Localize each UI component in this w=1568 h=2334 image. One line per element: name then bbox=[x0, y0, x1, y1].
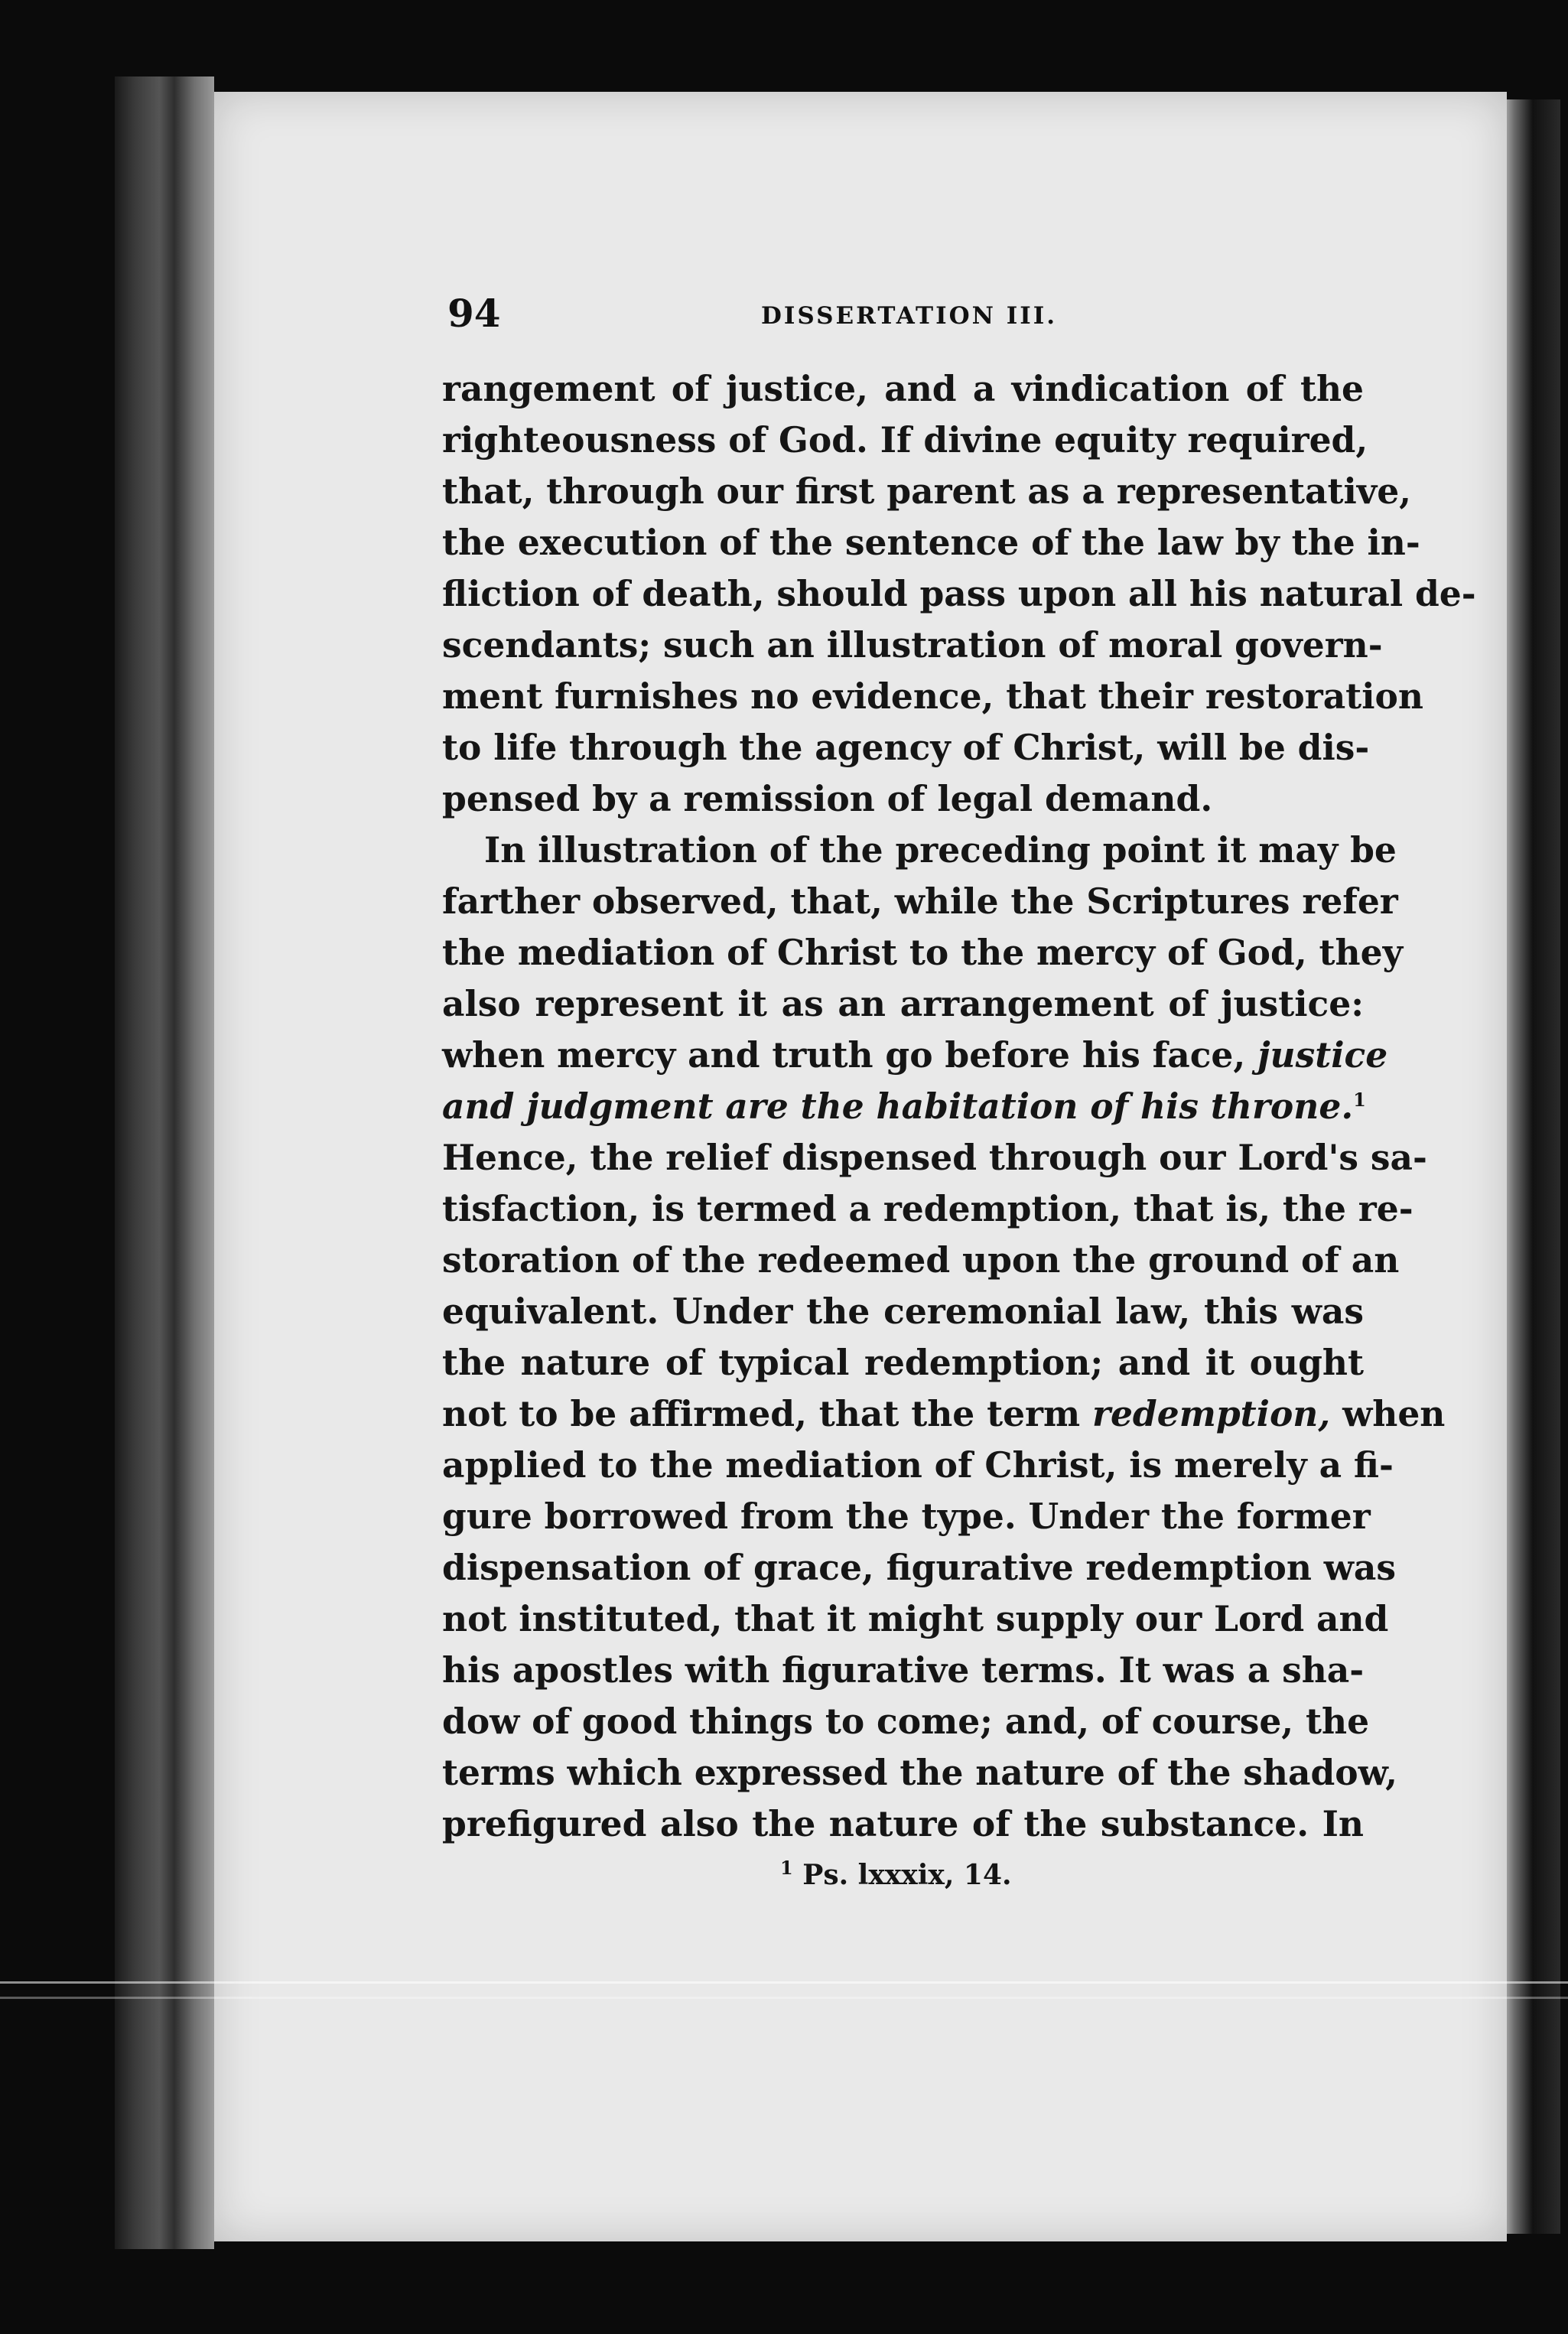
text-line bbox=[442, 825, 1397, 876]
text-line bbox=[442, 1491, 1371, 1542]
text-line bbox=[442, 415, 1368, 466]
line-text: not instituted, that it might supply our Lord and bbox=[442, 1598, 1389, 1639]
line-text: that, through our first parent as a representative, bbox=[442, 470, 1412, 512]
text-line bbox=[442, 568, 1476, 620]
text-line bbox=[442, 1081, 1364, 1132]
page-number: 94 bbox=[447, 291, 501, 336]
line-text: farther observed, that, while the Scriptures refer bbox=[442, 881, 1398, 922]
text-line bbox=[442, 1183, 1413, 1235]
italic-text: and judgment are the habitation of his throne. bbox=[442, 1086, 1354, 1127]
line-text: gure borrowed from the type. Under the former bbox=[442, 1496, 1371, 1537]
book-spine-edge bbox=[115, 76, 214, 2249]
line-text: applied to the mediation of Christ, is merely a fi- bbox=[442, 1444, 1394, 1486]
text-line bbox=[442, 1593, 1389, 1645]
text-line bbox=[442, 671, 1423, 722]
text-line bbox=[442, 978, 1364, 1030]
line-text: scendants; such an illustration of moral govern- bbox=[442, 624, 1383, 666]
line-text: the nature of typical redemption; and it ought bbox=[442, 1342, 1364, 1383]
line-text: rangement of justice, and a vindication of the bbox=[442, 368, 1364, 409]
line-text: when mercy and truth go before his face, bbox=[442, 1034, 1258, 1076]
italic-text: redemption, bbox=[1092, 1393, 1331, 1434]
text-line bbox=[442, 517, 1420, 568]
scan-artifact-line bbox=[0, 1997, 1568, 1999]
footnote bbox=[780, 1859, 1012, 1891]
text-line bbox=[442, 466, 1412, 517]
line-text: dow of good things to come; and, of course, the bbox=[442, 1701, 1370, 1742]
text-line bbox=[442, 1747, 1397, 1799]
text-line bbox=[442, 722, 1370, 773]
text-line bbox=[442, 876, 1398, 927]
line-text: also represent it as an arrangement of justice: bbox=[442, 983, 1364, 1024]
scan-artifact-line bbox=[0, 1981, 1568, 1984]
line-text: tisfaction, is termed a redemption, that is, the re- bbox=[442, 1188, 1413, 1229]
line-text: not to be affirmed, that the term bbox=[442, 1393, 1093, 1434]
line-text: fliction of death, should pass upon all his natural de- bbox=[442, 573, 1476, 614]
italic-text: justice bbox=[1257, 1034, 1388, 1076]
line-text: the mediation of Christ to the mercy of God, they bbox=[442, 932, 1404, 973]
body-text bbox=[442, 363, 1476, 1850]
page-header bbox=[447, 287, 1358, 340]
text-line bbox=[442, 363, 1364, 415]
text-line bbox=[442, 1030, 1388, 1081]
line-text: dispensation of grace, figurative redemption was bbox=[442, 1547, 1397, 1588]
line-text: pensed by a remission of legal demand. bbox=[442, 778, 1213, 819]
text-line bbox=[442, 1440, 1394, 1491]
book-fore-edge bbox=[1499, 99, 1560, 2234]
text-line bbox=[442, 1696, 1370, 1747]
text-line bbox=[442, 1645, 1364, 1696]
line-text: the execution of the sentence of the law by the in- bbox=[442, 522, 1420, 563]
text-line bbox=[442, 1235, 1400, 1286]
line-text: prefigured also the nature of the substance. In bbox=[442, 1803, 1364, 1844]
text-line bbox=[442, 927, 1404, 978]
text-line bbox=[442, 773, 1364, 825]
text-line bbox=[442, 1799, 1364, 1850]
line-text: ment furnishes no evidence, that their restoration bbox=[442, 675, 1423, 717]
text-line bbox=[442, 1337, 1364, 1388]
text-line bbox=[442, 1388, 1446, 1440]
footnote-text: Ps. lxxxix, 14. bbox=[802, 1859, 1012, 1891]
line-text: his apostles with figurative terms. It was a sha- bbox=[442, 1649, 1365, 1691]
line-text: to life through the agency of Christ, will be dis- bbox=[442, 727, 1370, 768]
line-text: In illustration of the preceding point it may be bbox=[484, 829, 1397, 871]
line-text: when bbox=[1330, 1393, 1446, 1434]
text-line bbox=[442, 1132, 1427, 1183]
line-text: storation of the redeemed upon the ground of an bbox=[442, 1239, 1400, 1281]
text-line bbox=[442, 620, 1383, 671]
text-line bbox=[442, 1542, 1397, 1593]
line-text: equivalent. Under the ceremonial law, this was bbox=[442, 1291, 1364, 1332]
text-line bbox=[442, 1286, 1364, 1337]
line-text: Hence, the relief dispensed through our Lord's sa- bbox=[442, 1137, 1427, 1178]
footnote-reference: 1 bbox=[1353, 1088, 1366, 1111]
line-text: righteousness of God. If divine equity required, bbox=[442, 419, 1368, 461]
footnote-marker: 1 bbox=[780, 1857, 793, 1879]
line-text: terms which expressed the nature of the shadow, bbox=[442, 1752, 1397, 1793]
running-head: DISSERTATION III. bbox=[761, 302, 1058, 330]
